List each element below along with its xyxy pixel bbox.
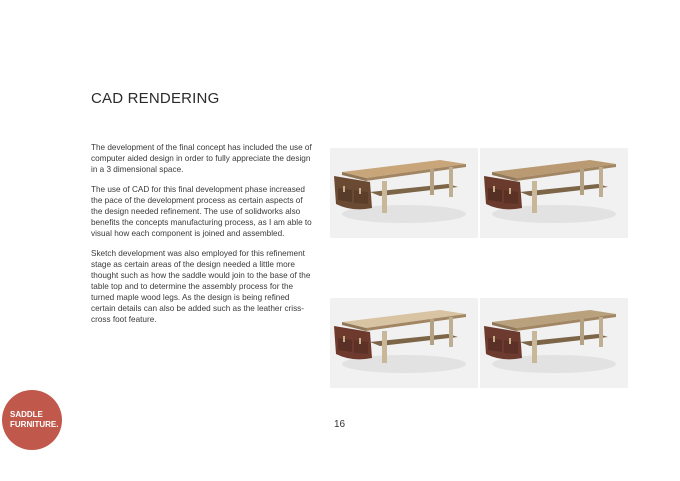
paragraph-3: Sketch development was also employed for this refinement stage as certain areas of the design needed a little more thought such as how the saddle would join to the base of the table top and to determine the assembly process for the turned maple wood legs. As the design is being refined certain details can also be added such as the leather criss-cross foot feature.: [91, 249, 311, 324]
cad-render-1: [330, 148, 478, 238]
page-title: CAD RENDERING: [91, 90, 220, 107]
cad-render-4: [480, 298, 628, 388]
badge-line-2: FURNITURE.: [10, 420, 59, 429]
table-render-illustration: [330, 148, 478, 238]
paragraph-2: The use of CAD for this final development phase increased the pace of the development process as certain aspects of the design needed refinement. The use of solidworks also benefits the concepts manufacturing process, as I am able to visual how each component is joined and assembled.: [91, 185, 312, 238]
cad-render-3: [330, 298, 478, 388]
paragraph-1: The development of the final concept has included the use of computer aided design in order to fully appreciate the design in a 3 dimensional space.: [91, 143, 312, 174]
table-render-illustration: [480, 148, 628, 238]
brand-badge: [2, 390, 62, 450]
table-render-illustration: [480, 298, 628, 388]
badge-line-1: SADDLE: [10, 410, 43, 419]
cad-render-2: [480, 148, 628, 238]
body-text: [91, 142, 313, 334]
page-number: 16: [334, 419, 346, 430]
table-render-illustration: [330, 298, 478, 388]
